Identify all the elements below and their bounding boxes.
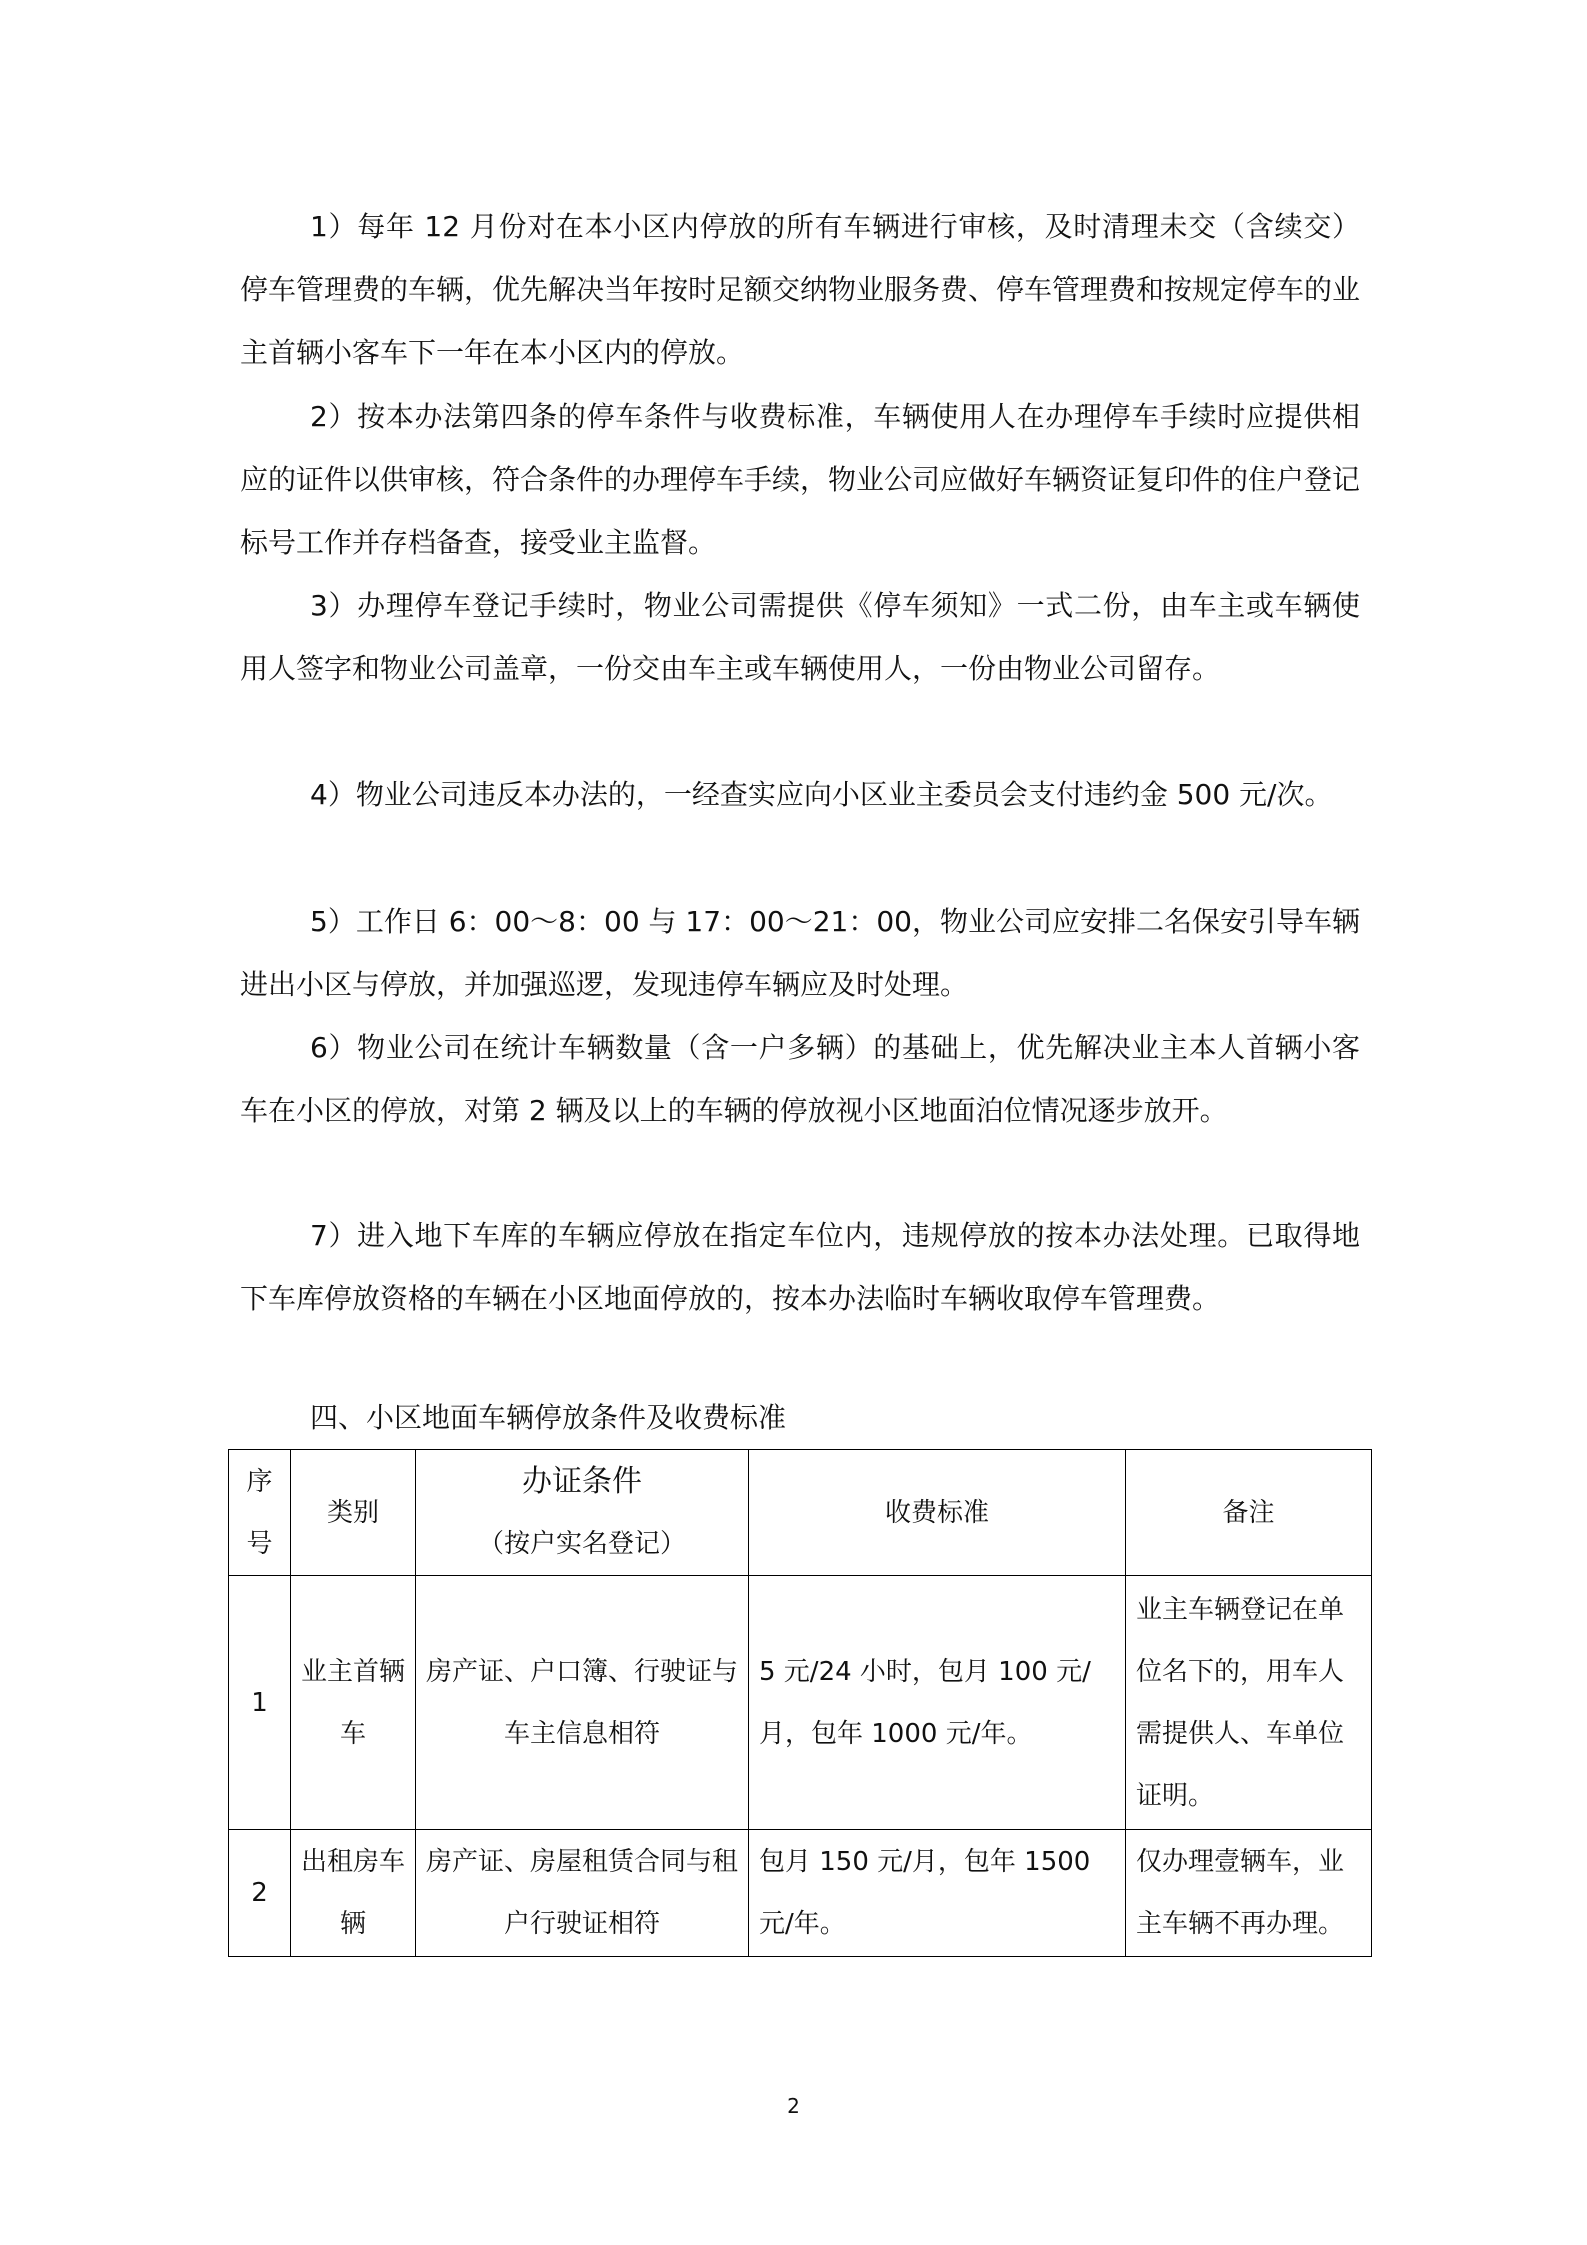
row-remarks: 业主车辆登记在单位名下的，用车人需提供人、车单位证明。	[1126, 1576, 1372, 1830]
row-remarks: 仅办理壹辆车，业主车辆不再办理。	[1126, 1830, 1372, 1957]
table-header-row	[229, 1450, 1372, 1576]
paragraph-3: 3）办理停车登记手续时，物业公司需提供《停车须知》一式二份，由车主或车辆使用人签字和物业公司盖章，一份交由车主或车辆使用人，一份由物业公司留存。	[240, 589, 1360, 685]
header-seq-line1: 序	[246, 1466, 273, 1497]
header-fee: 收费标准	[749, 1450, 1126, 1576]
section-title: 四、小区地面车辆停放条件及收费标准	[310, 1401, 787, 1434]
header-conditions-main: 办证条件	[522, 1463, 642, 1499]
table-row	[229, 1576, 1372, 1830]
paragraph-2: 2）按本办法第四条的停车条件与收费标准，车辆使用人在办理停车手续时应提供相应的证件以供审核，符合条件的办理停车手续，物业公司应做好车辆资证复印件的住户登记标号工作并存档备查，接受业主监督。	[240, 400, 1361, 559]
row-fee: 5 元/24 小时，包月 100 元/月，包年 1000 元/年。	[749, 1576, 1126, 1830]
header-conditions	[416, 1450, 749, 1576]
paragraph-1: 1）每年 12 月份对在本小区内停放的所有车辆进行审核，及时清理未交（含续交）停车管理费的车辆，优先解决当年按时足额交纳物业服务费、停车管理费和按规定停车的业主首辆小客车下一年在本小区内的停放。	[240, 210, 1361, 369]
row-category: 出租房车辆	[291, 1830, 416, 1957]
row-seq: 2	[229, 1830, 291, 1957]
header-seq	[229, 1450, 291, 1576]
header-category: 类别	[291, 1450, 416, 1576]
paragraph-7: 7）进入地下车库的车辆应停放在指定车位内，违规停放的按本办法处理。已取得地下车库停放资格的车辆在小区地面停放的，按本办法临时车辆收取停车管理费。	[240, 1219, 1360, 1315]
table-row	[229, 1830, 1372, 1957]
row-seq: 1	[229, 1576, 291, 1830]
paragraph-4: 4）物业公司违反本办法的，一经查实应向小区业主委员会支付违约金 500 元/次。	[310, 778, 1333, 811]
row-conditions: 房产证、户口簿、行驶证与车主信息相符	[416, 1576, 749, 1830]
header-conditions-sub: （按户实名登记）	[477, 1528, 686, 1559]
paragraph-6: 6）物业公司在统计车辆数量（含一户多辆）的基础上，优先解决业主本人首辆小客车在小区的停放，对第 2 辆及以上的车辆的停放视小区地面泊位情况逐步放开。	[240, 1031, 1360, 1127]
row-category: 业主首辆车	[291, 1576, 416, 1830]
row-fee: 包月 150 元/月，包年 1500 元/年。	[749, 1830, 1126, 1957]
page-number: 2	[787, 2094, 800, 2118]
fee-table	[228, 1449, 1372, 1957]
header-seq-line2: 号	[246, 1528, 273, 1559]
row-conditions: 房产证、房屋租赁合同与租户行驶证相符	[416, 1830, 749, 1957]
header-remarks: 备注	[1126, 1450, 1372, 1576]
paragraph-5: 5）工作日 6：00～8：00 与 17：00～21：00，物业公司应安排二名保安引导车辆进出小区与停放，并加强巡逻，发现违停车辆应及时处理。	[240, 905, 1360, 1001]
